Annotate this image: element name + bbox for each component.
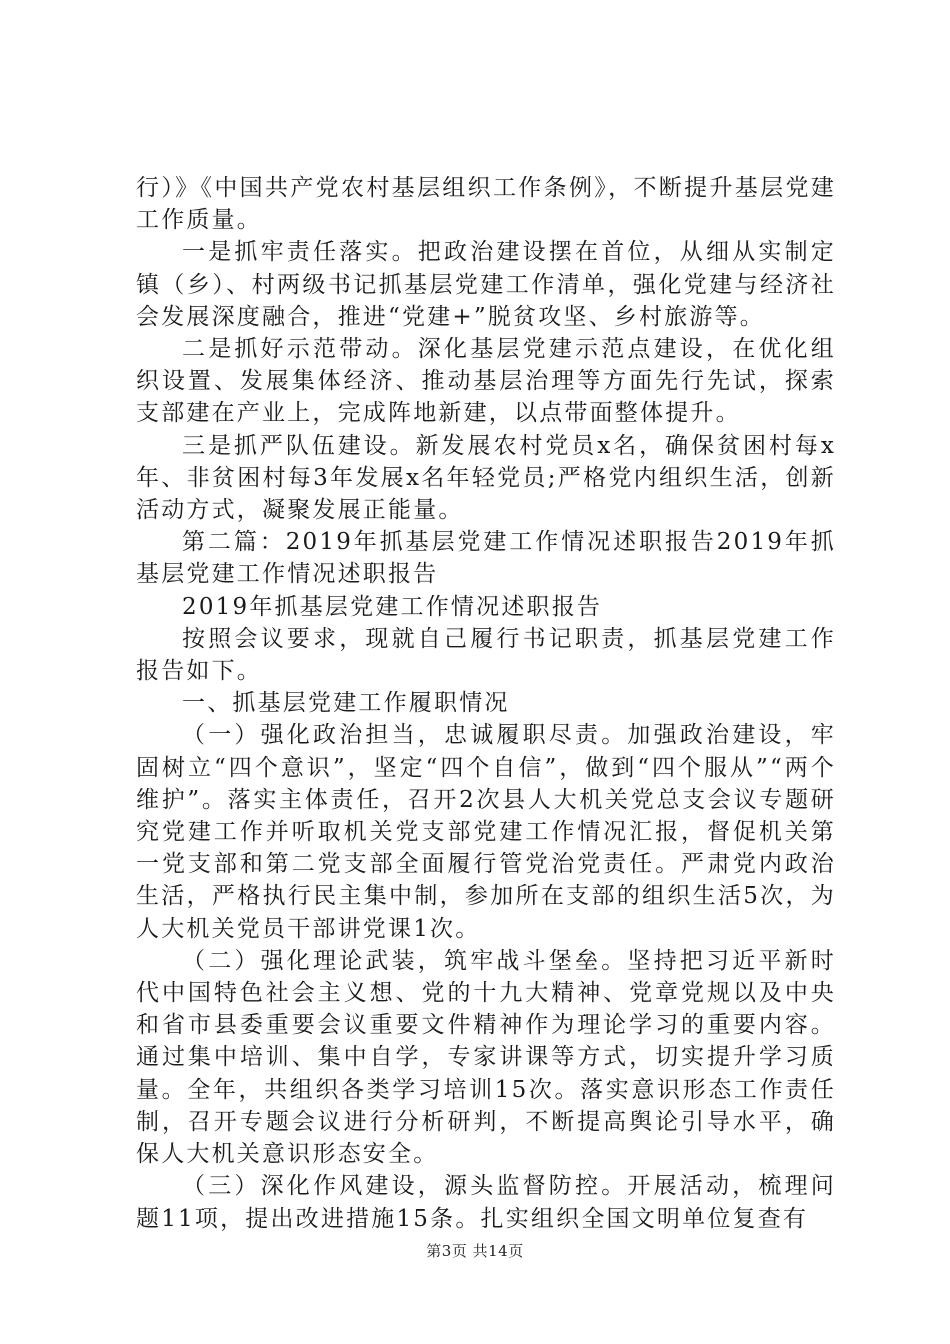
paragraph-3: 二是抓好示范带动。深化基层党建示范点建设，在优化组织设置、发展集体经济、推动基层治理等方面先行先试，探索支部建在产业上，完成阵地新建，以点带面整体提升。	[136, 336, 836, 427]
paragraph-4: 三是抓严队伍建设。新发展农村党员x名，确保贫困村每x年、非贫困村每3年发展x名年轻党员;严格党内组织生活，创新活动方式，凝聚发展正能量。	[136, 432, 836, 524]
section-heading-one: 一、抓基层党建工作履职情况	[182, 690, 510, 717]
paragraph-intro: 按照会议要求，现就自己履行书记职责，抓基层党建工作报告如下。	[136, 625, 836, 685]
paragraph-item-3: （三）深化作风建设，源头监督防控。开展活动，梳理问题11项，提出改进措施15条。扎实组织全国文明单位复查有	[136, 1173, 836, 1232]
paragraph-item-2: （二）强化理论武装，筑牢战斗堡垒。坚持把习近平新时代中国特色社会主义想、党的十九大精神、党章党规以及中央和省市县委重要会议重要文件精神作为理论学习的重要内容。通过集中培训、集中自学，专家讲课等方式，切实提升学习质量。全年，共组织各类学习培训15次。落实意识形态工作责任制，召开专题会议进行分析研判，不断提高舆论引导水平，确保人大机关意识形态安全。	[136, 947, 836, 1168]
report-title: 2019年抓基层党建工作情况述职报告	[182, 593, 603, 620]
paragraph-2: 一是抓牢责任落实。把政治建设摆在首位，从细从实制定镇（乡）、村两级书记抓基层党建工作清单，强化党建与经济社会发展深度融合，推进“党建+”脱贫攻坚、乡村旅游等。	[136, 239, 836, 330]
page-footer: 第3页 共14页	[426, 1242, 524, 1260]
paragraph-item-1: （一）强化政治担当，忠诚履职尽责。加强政治建设，牢固树立“四个意识”，坚定“四个自信”，做到“四个服从”“两个维护”。落实主体责任，召开2次县人大机关党总支会议专题研究党建工作并听取机关党支部党建工作情况汇报，督促机关第一党支部和第二党支部全面履行管党治党责任。严肃党内政治生活，严格执行民主集中制，参加所在支部的组织生活5次，为人大机关党员干部讲党课1次。	[136, 722, 836, 942]
section-heading-part-two: 第二篇：2019年抓基层党建工作情况述职报告2019年抓基层党建工作情况述职报告	[136, 529, 836, 588]
paragraph-1: 行）》《中国共产党农村基层组织工作条例》，不断提升基层党建工作质量。	[136, 175, 836, 234]
document-body	[136, 172, 836, 1235]
